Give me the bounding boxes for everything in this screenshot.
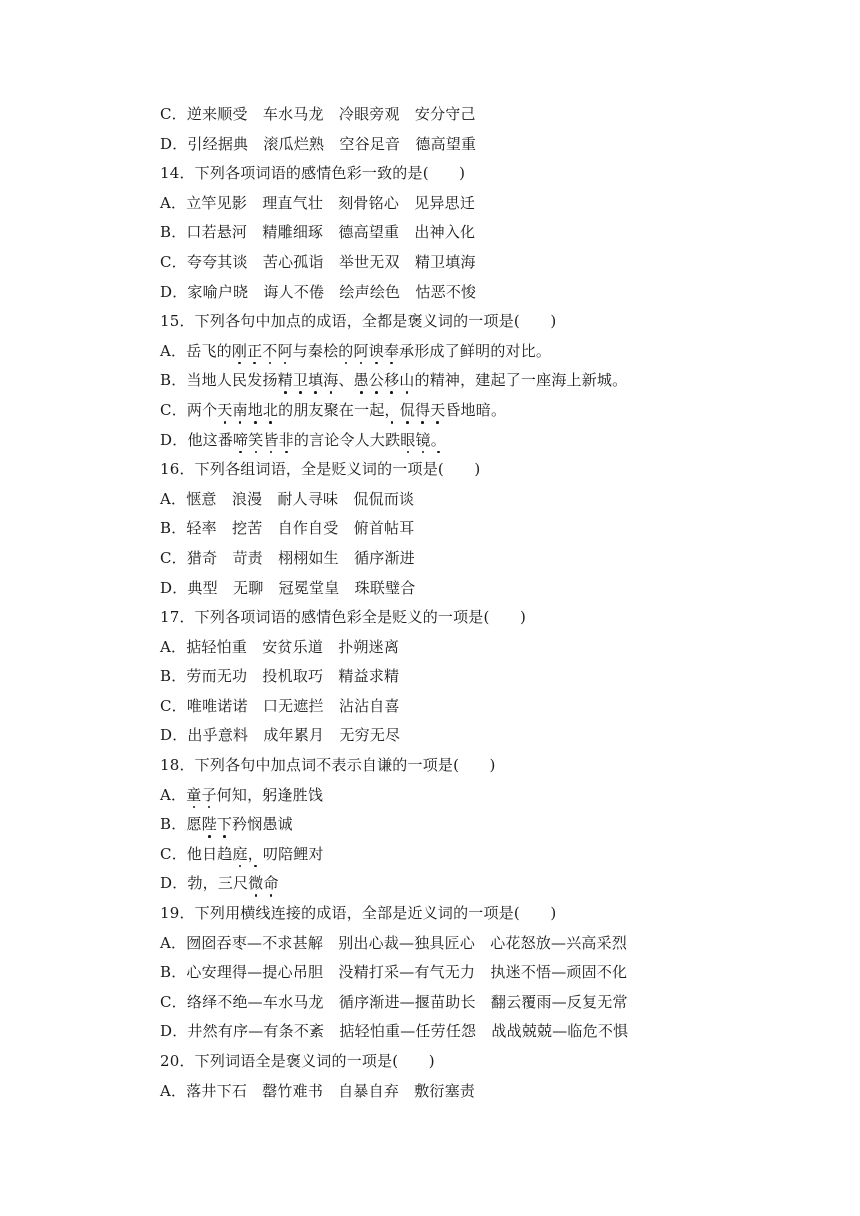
emphasis-dot-char: ，: [248, 840, 263, 870]
emphasis-dot-char: 奉: [384, 337, 399, 367]
text-line: C．络绎不绝—车水马龙 循序渐进—揠苗助长 翻云覆雨—反复无常: [160, 992, 628, 1011]
text-line: C．逆来顺受 车水马龙 冷眼旁观 安分守己: [160, 105, 476, 123]
emphasis-dot-char: 海: [323, 366, 338, 396]
question-text-block: [160, 100, 840, 1106]
text-line: B．轻率 挖苦 自作自受 俯首帖耳: [160, 519, 415, 538]
text-line: C．他日趋庭，叨陪鲤对: [160, 840, 840, 870]
emphasis-dot-char: 公: [369, 366, 384, 396]
emphasis-dot-char: 子: [201, 781, 216, 811]
text-line: C．两个天南地北的朋友聚在一起，侃得天昏地暗。: [160, 396, 840, 426]
text-line: D．典型 无聊 冠冕堂皇 珠联璧合: [160, 578, 416, 597]
text-line: B．当地人民发扬精卫填海、愚公移山的精神，建起了一座海上新城。: [160, 366, 840, 396]
emphasis-dot-char: 谀: [369, 337, 384, 367]
text-line: A．落井下石 罄竹难书 自暴自弃 敷衍塞责: [160, 1081, 476, 1100]
emphasis-dot-char: 北: [263, 396, 278, 426]
text-line: C．猎奇 苛责 栩栩如生 循序渐进: [160, 548, 415, 567]
emphasis-dot-char: ，: [385, 396, 400, 426]
text-line: C．唯唯诺诺 口无遮拦 沾沾自喜: [160, 696, 400, 715]
text-line: 19．下列用横线连接的成语，全部是近义词的一项是( ): [160, 904, 557, 923]
emphasis-dot-char: 移: [384, 366, 399, 396]
emphasis-dot-char: 眼: [400, 426, 415, 456]
emphasis-dot-char: 卫: [293, 366, 308, 396]
emphasis-dot-char: 笑: [248, 426, 263, 456]
text-line: B．愿陛下矜悯愚诚: [160, 810, 840, 840]
emphasis-dot-char: 地: [248, 396, 263, 426]
emphasis-dot-char: 庭: [233, 840, 248, 870]
emphasis-dot-char: 南: [233, 396, 248, 426]
emphasis-dot-char: 下: [217, 810, 232, 840]
emphasis-dot-char: 镜: [415, 426, 430, 456]
text-line: 14．下列各项词语的感情色彩一致的是( ): [160, 164, 466, 183]
emphasis-dot-char: 阿: [277, 337, 292, 367]
text-line: 15．下列各句中加点的成语，全都是褒义词的一项是( ): [160, 312, 557, 331]
text-line: 18．下列各句中加点词不表示自谦的一项是( ): [160, 756, 496, 775]
text-line: A．童子何知，躬逢胜饯: [160, 781, 840, 811]
emphasis-dot-char: 啼: [233, 426, 248, 456]
emphasis-dot-char: 微: [248, 869, 263, 899]
text-line: 17．下列各项词语的感情色彩全是贬义的一项是( ): [160, 608, 526, 627]
emphasis-dot-char: 天: [217, 396, 232, 426]
emphasis-dot-char: 山: [399, 366, 414, 396]
emphasis-dot-char: 侃: [400, 396, 415, 426]
text-line: B．劳而无功 投机取巧 精益求精: [160, 667, 400, 686]
emphasis-dot-char: 正: [247, 337, 262, 367]
emphasis-dot-char: 童: [186, 781, 201, 811]
emphasis-dot-char: 命: [263, 869, 278, 899]
emphasis-dot-char: 精: [278, 366, 293, 396]
text-line: D．勃，三尺微命: [160, 869, 840, 899]
text-line: D．他这番啼笑皆非的言论令人大跌眼镜。: [160, 426, 840, 456]
text-line: D．井然有序—有条不紊 掂轻怕重—任劳任怨 战战兢兢—临危不惧: [160, 1022, 629, 1041]
emphasis-dot-char: 皆: [263, 426, 278, 456]
emphasis-dot-char: 阿: [353, 337, 368, 367]
emphasis-dot-char: 刚: [232, 337, 247, 367]
emphasis-dot-char: 非: [279, 426, 294, 456]
text-line: A．惬意 浪漫 耐人寻味 侃侃而谈: [160, 489, 415, 508]
text-line: 16．下列各组词语，全是贬义词的一项是( ): [160, 460, 481, 479]
text-line: A．岳飞的刚正不阿与秦桧的阿谀奉承形成了鲜明的对比。: [160, 337, 840, 367]
text-line: B．口若悬河 精雕细琢 德高望重 出神入化: [160, 223, 476, 242]
text-line: D．家喻户晓 诲人不倦 绘声绘色 怙恶不悛: [160, 282, 477, 301]
emphasis-dot-char: 填: [308, 366, 323, 396]
text-line: D．出乎意料 成年累月 无穷无尽: [160, 726, 401, 745]
emphasis-dot-char: 的: [338, 337, 353, 367]
emphasis-dot-char: 得: [415, 396, 430, 426]
emphasis-dot-char: 。: [431, 426, 446, 456]
text-line: 20．下列词语全是褒义词的一项是( ): [160, 1052, 435, 1070]
emphasis-dot-char: 不: [262, 337, 277, 367]
emphasis-dot-char: 愚: [354, 366, 369, 396]
text-line: A．立竿见影 理直气壮 刻骨铭心 见异思迁: [160, 193, 476, 212]
emphasis-dot-char: 陛: [202, 810, 217, 840]
text-line: A．掂轻怕重 安贫乐道 扑朔迷离: [160, 637, 400, 656]
text-line: B．心安理得—提心吊胆 没精打采—有气无力 执迷不悟—顽固不化: [160, 963, 628, 982]
text-line: C．夸夸其谈 苦心孤诣 举世无双 精卫填海: [160, 252, 476, 271]
text-line: D．引经据典 滚瓜烂熟 空谷足音 德高望重: [160, 134, 477, 153]
emphasis-dot-char: 天: [430, 396, 445, 426]
text-line: A．囫囵吞枣—不求甚解 别出心裁—独具匠心 心花怒放—兴高采烈: [160, 933, 628, 952]
